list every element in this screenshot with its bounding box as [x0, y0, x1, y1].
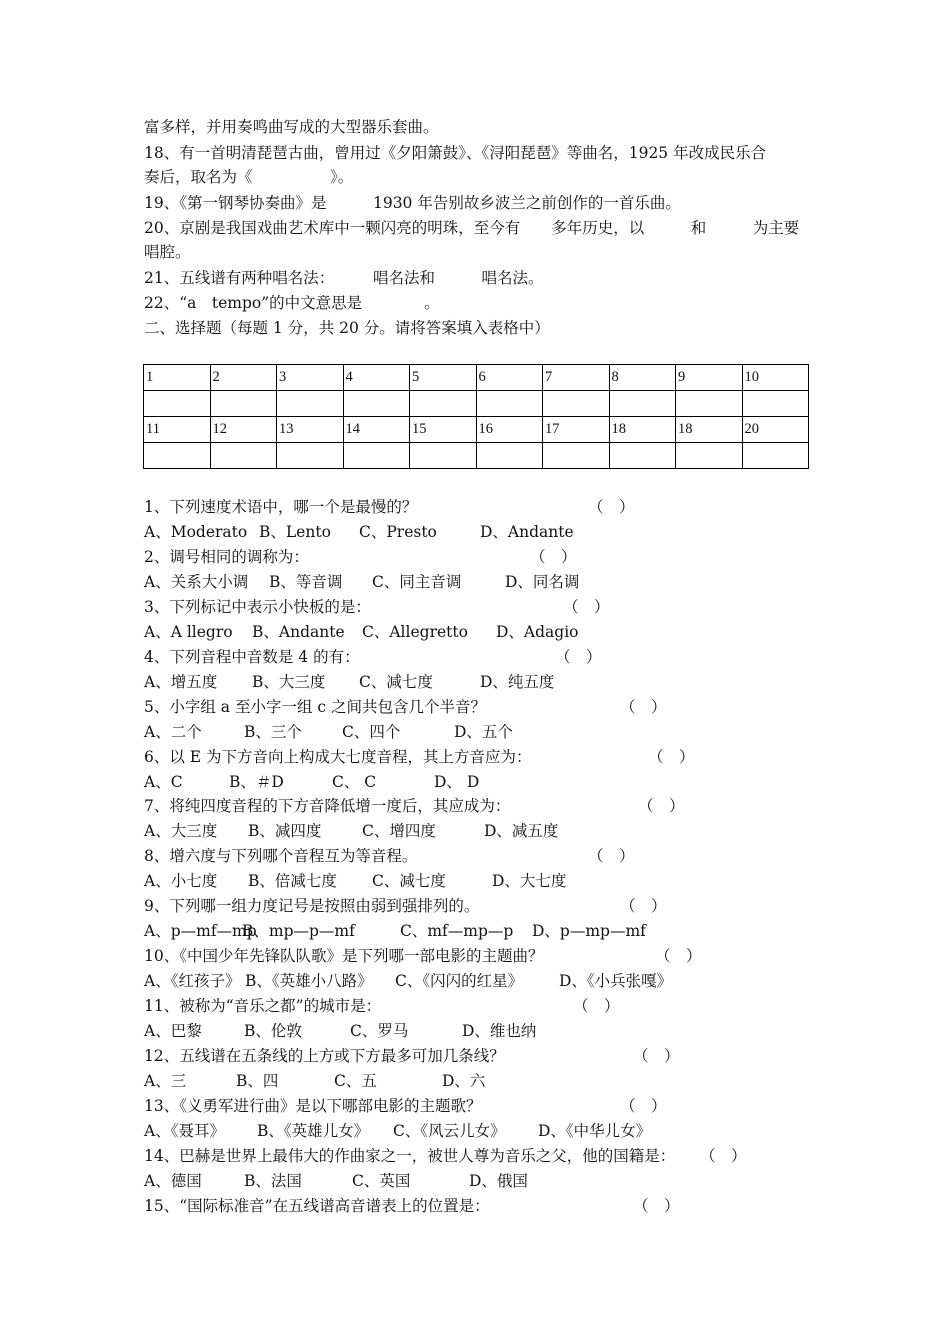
question-text: 5、小字组 a 至小字一组 c 之间共包含几个半音？: [144, 697, 486, 716]
question-7: [144, 796, 808, 816]
question-text: 8、增六度与下列哪个音程互为等音程。: [144, 847, 418, 866]
option-b[interactable]: B、倍减七度: [248, 872, 337, 891]
question-18-line-1: 18、有一首明清琵琶古曲，曾用过《夕阳箫鼓》、《浔阳琵琶》等曲名，1925 年改成民乐合: [144, 144, 767, 162]
option-d[interactable]: D、Adagio: [496, 622, 579, 641]
table-row: [144, 365, 809, 391]
option-c[interactable]: C、英国: [352, 1171, 411, 1190]
option-d[interactable]: D、维也纳: [462, 1022, 537, 1040]
answer-paren[interactable]: （ ）: [573, 997, 620, 1015]
option-d[interactable]: D、五个: [454, 722, 513, 741]
answer-cell[interactable]: [742, 443, 809, 469]
table-cell: 15: [410, 417, 477, 443]
option-c[interactable]: C、增四度: [362, 822, 436, 841]
table-cell: 3: [277, 365, 344, 391]
table-cell: 20: [742, 417, 809, 443]
answer-cell[interactable]: [210, 391, 277, 417]
answer-paren[interactable]: （ ）: [648, 747, 695, 766]
question-text: 14、巴赫是世界上最伟大的作曲家之一，被世人尊为音乐之父，他的国籍是：: [144, 1146, 676, 1165]
option-a[interactable]: A、C: [144, 772, 183, 791]
answer-cell[interactable]: [144, 443, 211, 469]
option-d[interactable]: D、Andante: [480, 523, 574, 541]
question-11: [144, 996, 808, 1016]
answer-cell[interactable]: [476, 443, 543, 469]
option-d[interactable]: D、 D: [434, 772, 480, 791]
table-cell: 12: [210, 417, 277, 443]
question-5: [144, 697, 808, 717]
answer-cell[interactable]: [609, 443, 676, 469]
option-a[interactable]: A、二个: [144, 722, 202, 741]
question-text: 13、《义勇军进行曲》是以下哪部电影的主题歌？: [144, 1096, 482, 1115]
answer-cell[interactable]: [210, 443, 277, 469]
table-cell: 9: [676, 365, 743, 391]
answer-cell[interactable]: [343, 391, 410, 417]
question-10: [144, 946, 808, 966]
option-d[interactable]: D、p—mp—mf: [532, 922, 646, 941]
question-text: 9、下列哪一组力度记号是按照由弱到强排列的。: [144, 897, 480, 916]
table-cell: 6: [476, 365, 543, 391]
answer-table: [143, 364, 809, 469]
option-a[interactable]: A、增五度: [144, 672, 218, 691]
option-a[interactable]: A、关系大小调: [144, 572, 249, 591]
option-d[interactable]: D、纯五度: [480, 672, 555, 691]
option-b[interactable]: B、法国: [244, 1171, 302, 1190]
option-c[interactable]: C、减七度: [359, 672, 433, 691]
question-text: 6、以 E 为下方音向上构成大七度音程，其上方音应为：: [144, 747, 532, 766]
answer-cell[interactable]: [742, 391, 809, 417]
answer-cell[interactable]: [543, 391, 610, 417]
answer-cell[interactable]: [609, 391, 676, 417]
option-d[interactable]: D、大七度: [492, 872, 567, 891]
table-cell: 10: [742, 365, 809, 391]
option-b[interactable]: B、减四度: [248, 822, 322, 841]
table-cell: 18: [676, 417, 743, 443]
answer-paren[interactable]: （ ）: [620, 897, 667, 916]
question-9: [144, 896, 808, 916]
option-a[interactable]: A、p—mf—mp: [144, 922, 257, 941]
question-15: [144, 1196, 808, 1216]
option-b[interactable]: B、Andante: [252, 622, 345, 641]
option-c[interactable]: C、mf—mp—p: [400, 922, 514, 941]
answer-cell[interactable]: [676, 391, 743, 417]
table-row-answers: [144, 391, 809, 417]
question-12: [144, 1046, 808, 1066]
option-a[interactable]: A、《聂耳》: [144, 1121, 225, 1140]
option-a[interactable]: A、小七度: [144, 872, 218, 891]
question-20-line-1: 20、京剧是我国戏曲艺术库中一颗闪亮的明珠，至今有 多年历史，以 和 为主要: [144, 219, 800, 237]
answer-paren[interactable]: （ ）: [563, 597, 610, 616]
table-cell: 4: [343, 365, 410, 391]
option-a[interactable]: A、《红孩子》: [144, 972, 241, 991]
option-a[interactable]: A、A llegro: [144, 622, 233, 641]
answer-paren[interactable]: （ ）: [588, 847, 635, 866]
question-6: [144, 747, 808, 767]
answer-cell[interactable]: [410, 391, 477, 417]
option-d[interactable]: D、同名调: [505, 572, 580, 591]
option-b[interactable]: B、等音调: [269, 572, 343, 591]
question-3: [144, 597, 808, 617]
question-text: 2、调号相同的调称为：: [144, 547, 309, 566]
answer-cell[interactable]: [410, 443, 477, 469]
question-21: 21、五线谱有两种唱名法： 唱名法和 唱名法。: [144, 269, 544, 287]
question-20-line-2: 唱腔。: [144, 243, 191, 261]
option-c[interactable]: C、《闪闪的红星》: [395, 972, 524, 991]
question-text: 3、下列标记中表示小快板的是：: [144, 597, 371, 616]
option-b[interactable]: B、《英雄小八路》: [245, 972, 373, 991]
question-19: 19、《第一钢琴协奏曲》是 1930 年告别故乡波兰之前创作的一首乐曲。: [144, 194, 681, 212]
question-text: 4、下列音程中音数是 4 的有：: [144, 647, 360, 666]
option-c[interactable]: C、Allegretto: [362, 622, 468, 641]
answer-paren[interactable]: （ ）: [633, 1196, 680, 1215]
table-cell: 16: [476, 417, 543, 443]
answer-cell[interactable]: [277, 391, 344, 417]
answer-cell[interactable]: [277, 443, 344, 469]
table-cell: 13: [277, 417, 344, 443]
option-a[interactable]: A、三: [144, 1071, 187, 1090]
question-2: [144, 547, 808, 567]
option-c[interactable]: C、减七度: [372, 872, 446, 891]
question-text: 7、将纯四度音程的下方音降低增一度后，其应成为：: [144, 797, 511, 816]
answer-paren[interactable]: （ ）: [530, 547, 577, 566]
answer-paren[interactable]: （ ）: [588, 498, 635, 516]
section-title-choice: 二、选择题（每题 1 分，共 20 分。请将答案填入表格中）: [144, 319, 550, 337]
option-d[interactable]: D、俄国: [469, 1171, 528, 1190]
option-b[interactable]: B、《英雄儿女》: [257, 1121, 370, 1140]
option-b[interactable]: B、Lento: [259, 523, 331, 541]
answer-paren[interactable]: （ ）: [633, 1046, 680, 1065]
question-18-line-2: 奏后，取名为《 》。: [144, 168, 354, 186]
option-b[interactable]: B、大三度: [252, 672, 326, 691]
answer-paren[interactable]: （ ）: [638, 797, 685, 816]
table-cell: 7: [543, 365, 610, 391]
option-c[interactable]: C、四个: [342, 722, 401, 741]
option-b[interactable]: B、三个: [244, 722, 302, 741]
answer-cell[interactable]: [543, 443, 610, 469]
option-c[interactable]: C、五: [334, 1071, 377, 1090]
question-22: 22、“a tempo”的中文意思是 。: [144, 294, 440, 312]
option-b[interactable]: B、＃D: [229, 772, 284, 791]
question-8: [144, 846, 808, 866]
answer-paren[interactable]: （ ）: [555, 647, 602, 666]
text-line: 富多样，并用奏鸣曲写成的大型器乐套曲。: [144, 118, 439, 136]
option-c[interactable]: C、同主音调: [372, 572, 462, 591]
option-a[interactable]: A、Moderato: [144, 523, 248, 541]
answer-paren[interactable]: （ ）: [620, 697, 667, 716]
option-d[interactable]: D、六: [442, 1071, 486, 1090]
question-text: 12、五线谱在五条线的上方或下方最多可加几条线？: [144, 1046, 505, 1065]
table-cell: 8: [609, 365, 676, 391]
question-text: 11、被称为“音乐之都”的城市是：: [144, 997, 382, 1015]
option-d[interactable]: D、《小兵张嘎》: [559, 972, 673, 991]
table-cell: 18: [609, 417, 676, 443]
question-1: [144, 497, 808, 517]
option-c[interactable]: C、《风云儿女》: [393, 1121, 506, 1140]
option-d[interactable]: D、《中华儿女》: [538, 1121, 652, 1140]
answer-cell[interactable]: [476, 391, 543, 417]
option-a[interactable]: A、大三度: [144, 822, 218, 841]
table-cell: 14: [343, 417, 410, 443]
option-d[interactable]: D、减五度: [484, 822, 559, 841]
table-row: [144, 417, 809, 443]
question-text: 10、《中国少年先锋队队歌》是下列哪一部电影的主题曲？: [144, 947, 544, 966]
table-cell: 2: [210, 365, 277, 391]
option-b[interactable]: B、四: [236, 1071, 279, 1090]
table-cell: 1: [144, 365, 211, 391]
option-c[interactable]: C、Presto: [359, 523, 437, 541]
question-13: [144, 1096, 808, 1116]
option-a[interactable]: A、德国: [144, 1171, 202, 1190]
question-4: [144, 647, 808, 667]
answer-paren[interactable]: （ ）: [620, 1096, 667, 1115]
answer-paren[interactable]: （ ）: [700, 1146, 747, 1165]
question-text: 1、下列速度术语中，哪一个是最慢的？: [144, 498, 418, 516]
table-row-answers: [144, 443, 809, 469]
option-c[interactable]: C、罗马: [350, 1022, 409, 1040]
table-cell: 17: [543, 417, 610, 443]
table-cell: 11: [144, 417, 211, 443]
answer-cell[interactable]: [676, 443, 743, 469]
option-b[interactable]: B、mp—p—mf: [242, 922, 355, 941]
option-a[interactable]: A、巴黎: [144, 1022, 202, 1040]
answer-cell[interactable]: [144, 391, 211, 417]
question-text: 15、“国际标准音”在五线谱高音谱表上的位置是：: [144, 1196, 490, 1215]
answer-paren[interactable]: （ ）: [655, 947, 702, 966]
table-cell: 5: [410, 365, 477, 391]
answer-cell[interactable]: [343, 443, 410, 469]
option-b[interactable]: B、伦敦: [244, 1022, 302, 1040]
option-c[interactable]: C、 C: [332, 772, 377, 791]
